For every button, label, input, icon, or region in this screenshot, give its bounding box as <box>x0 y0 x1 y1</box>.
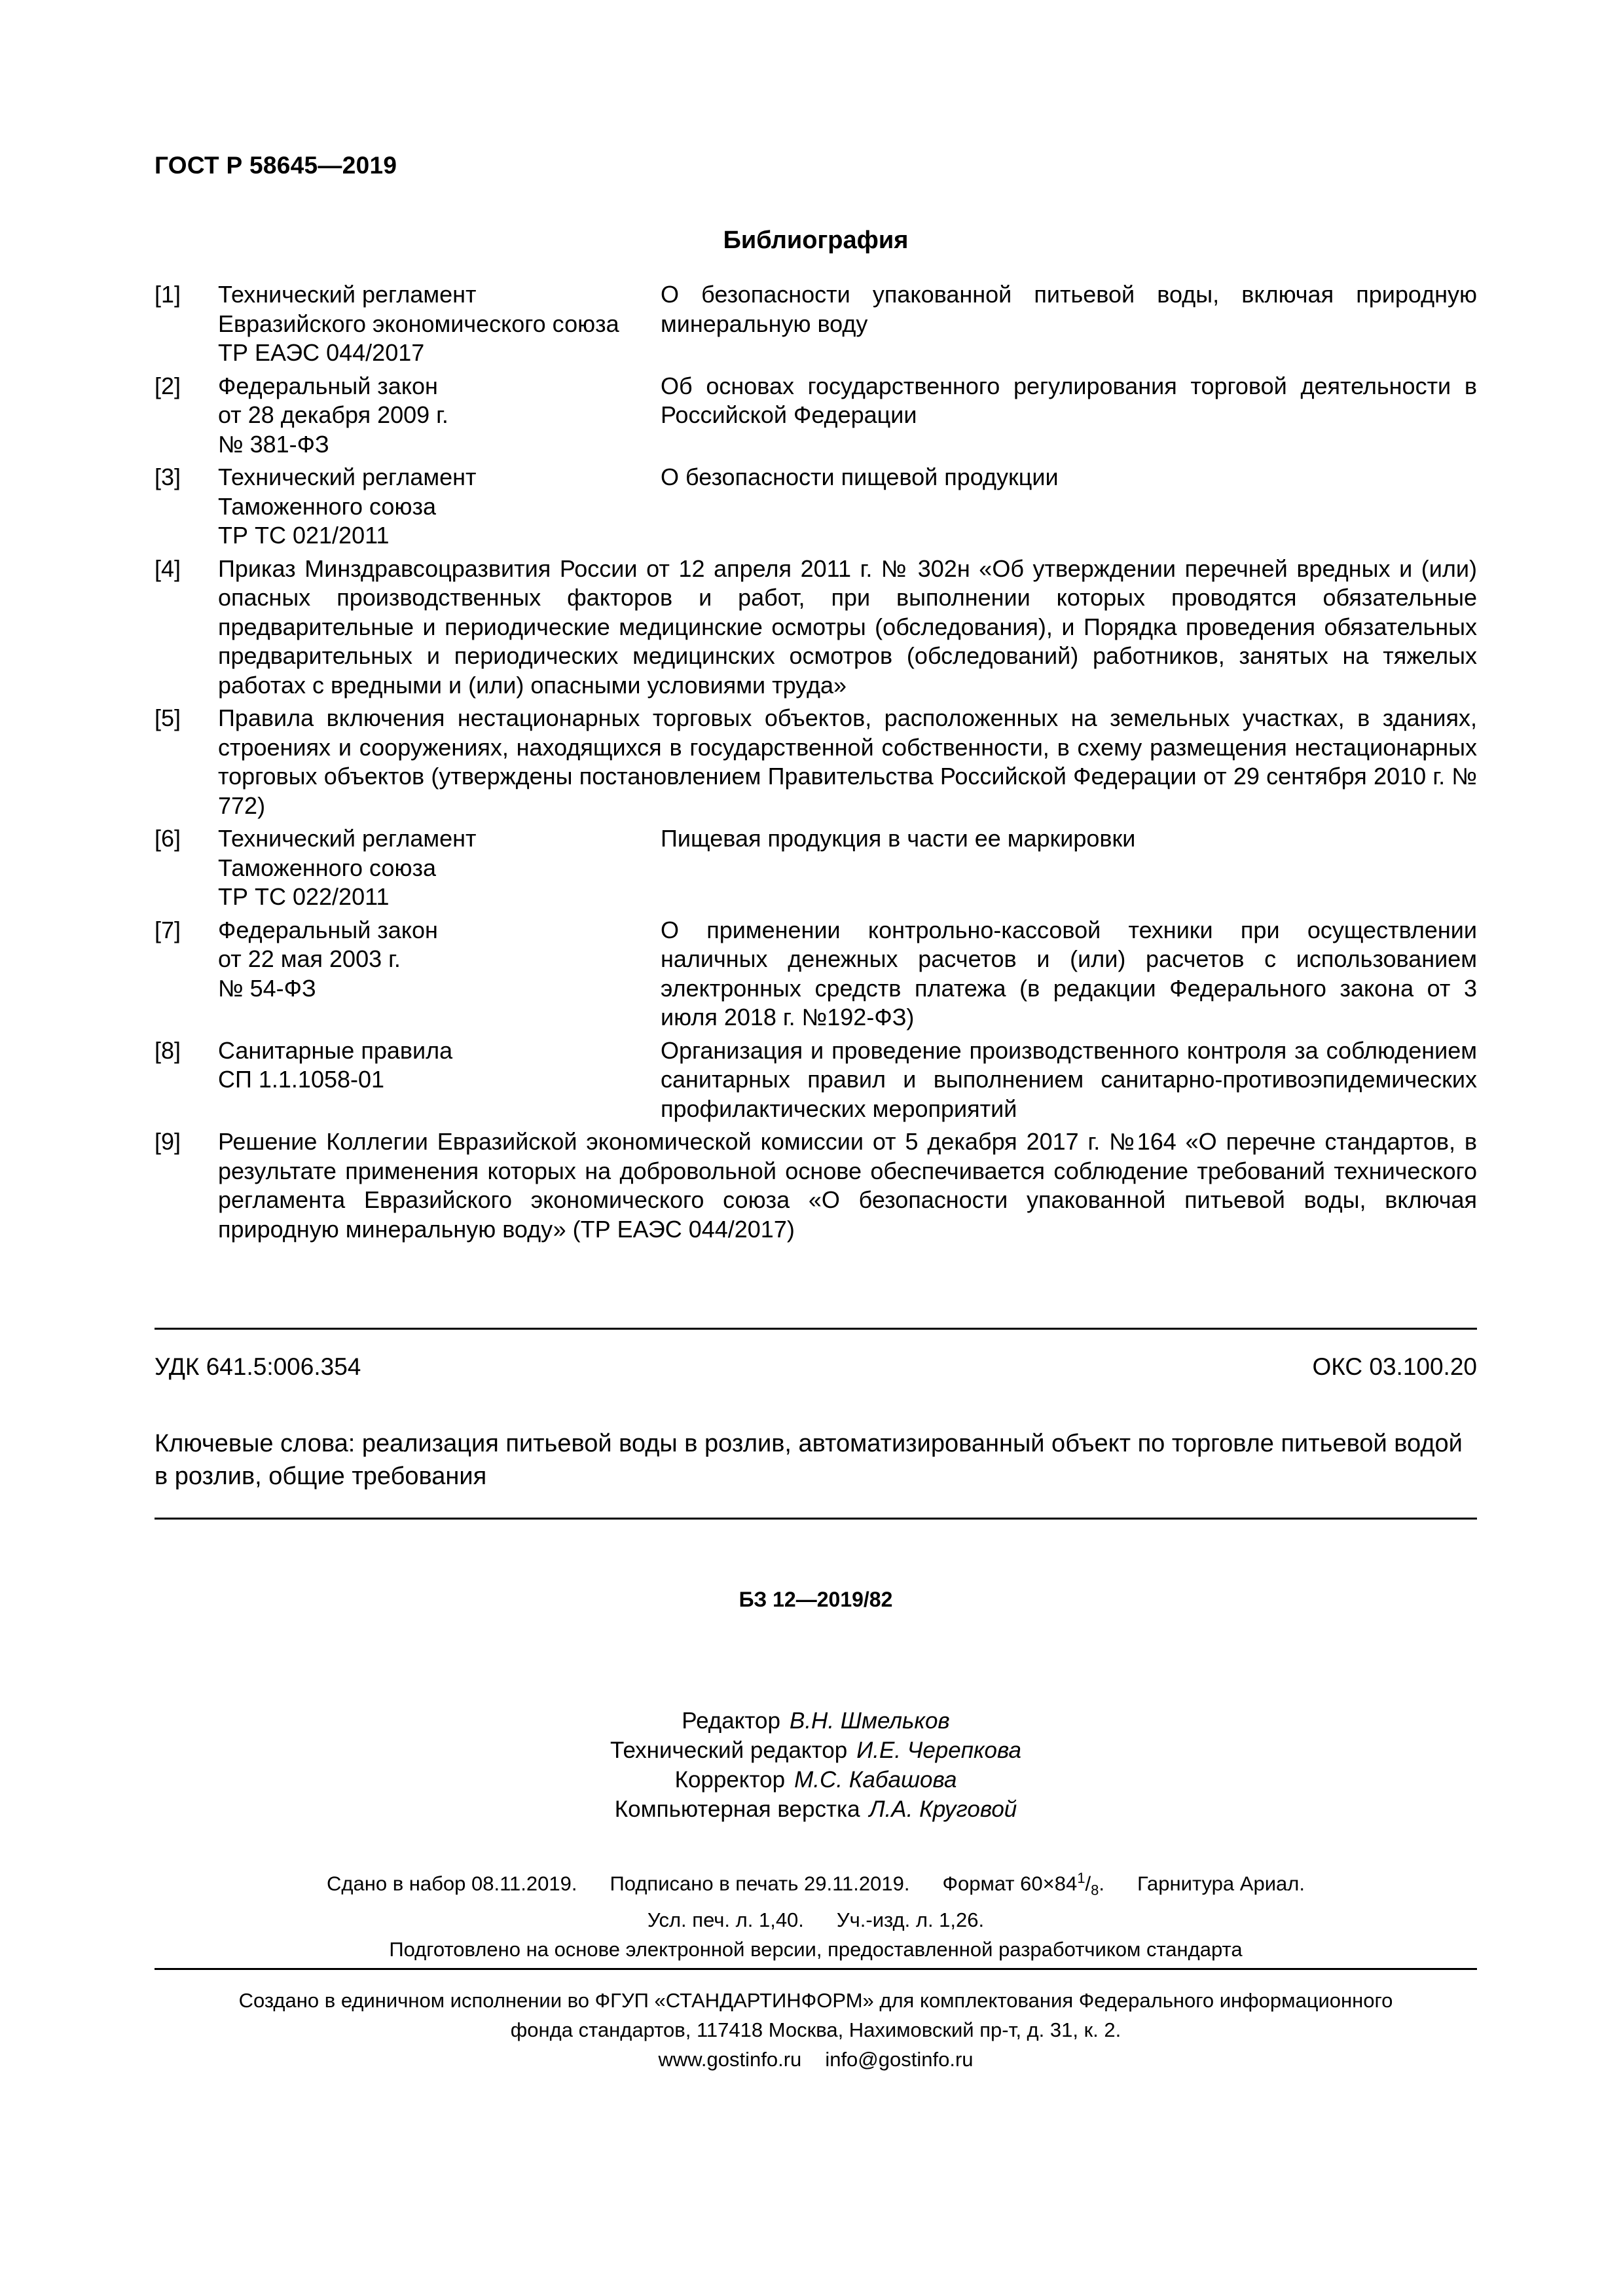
entry-source: Федеральный закон от 22 мая 2003 г. № 54-ФЗ <box>218 916 438 1002</box>
entry-number: [2] <box>155 372 181 399</box>
entry-title: О безопасности пищевой продукции <box>661 464 1059 490</box>
staff-row: Корректор М.С. Кабашова <box>674 1767 957 1793</box>
bibliography-entry <box>155 704 1477 820</box>
divider-bottom <box>155 1968 1477 1970</box>
entry-source: Технический регламент Таможенного союза ТР ТС 022/2011 <box>218 825 477 910</box>
imprint-line-2: Усл. печ. л. 1,40. Уч.-изд. л. 1,26. <box>647 1908 985 1931</box>
entry-title: Пищевая продукция в части ее маркировки <box>661 825 1136 852</box>
oks-code: ОКС 03.100.20 <box>1312 1353 1477 1380</box>
entry-number: [8] <box>155 1036 181 1064</box>
email-link[interactable]: info@gostinfo.ru <box>825 2048 974 2071</box>
staff-row: Технический редактор И.Е. Черепкова <box>610 1738 1021 1763</box>
entry-title: Организация и проведение производственного контроля за соблюдением санитарных правил и выполнением санитарно-противоэпидемических профилактических мероприятий <box>661 1036 1477 1122</box>
bibliography-title: Библиография <box>723 227 909 254</box>
entry-number: [6] <box>155 825 181 852</box>
entry-number: [5] <box>155 704 181 731</box>
bibliography-entry <box>155 555 1477 701</box>
imprint <box>155 1863 1477 1964</box>
entry-source: Технический регламент Таможенного союза ТР ТС 021/2011 <box>218 464 477 549</box>
entry-source: Санитарные правила СП 1.1.1058-01 <box>218 1036 453 1093</box>
staff-row: Редактор В.Н. Шмельков <box>682 1708 950 1734</box>
entry-text: Правила включения нестационарных торговых объектов, расположенных на земельных участках, в зданиях, строениях и сооружениях, находящихся в государственной собственности, в схему размещения нестационарных торговых объектов (утверждены постановлением Правительства Российской Федерации от 29 сентября 2010 г. № 772) <box>218 704 1477 819</box>
divider-top <box>155 1328 1477 1330</box>
imprint-prepared: Подготовлено на основе электронной версии, предоставленной разработчиком стандарта <box>389 1937 1243 1961</box>
udk-code: УДК 641.5:006.354 <box>155 1353 361 1380</box>
staff-list <box>155 1706 1477 1824</box>
staff-name: И.Е. Черепкова <box>856 1738 1021 1763</box>
staff-name: В.Н. Шмельков <box>789 1708 950 1734</box>
bz-number: БЗ 12—2019/82 <box>739 1588 893 1611</box>
entry-text: Приказ Минздравсоцразвития России от 12 апреля 2011 г. № 302н «Об утверждении перечней вредных и (или) опасных производственных факторов и работ, при выполнении которых проводятся обязательные предварительные и периодические медицинские осмотры (обследования), и Порядка проведения обязательных предварительных и периодических медицинских осмотров (обследований) работников, занятых на тяжелых работах с вредными и (или) опасными условиями труда» <box>218 555 1477 699</box>
bibliography-entry <box>155 280 1477 368</box>
staff-row: Компьютерная верстка Л.А. Круговой <box>614 1796 1017 1822</box>
entry-source: Технический регламент Евразийского экономического союза ТР ЕАЭС 044/2017 <box>218 281 619 366</box>
divider-keywords <box>155 1518 1477 1520</box>
bibliography-entry <box>155 824 1477 912</box>
staff-name: М.С. Кабашова <box>794 1767 957 1793</box>
entry-title: Об основах государственного регулирования торговой деятельности в Российской Федерации <box>661 372 1477 428</box>
entry-text: Решение Коллегии Евразийской экономической комиссии от 5 декабря 2017 г. №164 «О перечне стандартов, в результате применения которых на добровольной основе обеспечивается соблюдение требований технического регламента Евразийского экономического союза «О безопасности упакованной питьевой воды, включая природную минеральную воду» (ТР ЕАЭС 044/2017) <box>218 1128 1477 1243</box>
entry-number: [7] <box>155 916 181 943</box>
entry-number: [3] <box>155 464 181 490</box>
entry-number: [1] <box>155 281 181 308</box>
publisher-info: Создано в единичном исполнении во ФГУП «СТАНДАРТИНФОРМ» для комплектования Федерального информационного фонда стандартов, 117418 Москва, Нахимовский пр-т, д. 31, к. 2. www.gostinfo.ru info@gostinfo.ru <box>238 1989 1393 2071</box>
bibliography-entry <box>155 463 1477 551</box>
bibliography-entry <box>155 372 1477 460</box>
bibliography-entry <box>155 1127 1477 1244</box>
classification-codes <box>155 1353 1477 1381</box>
document-header: ГОСТ Р 58645—2019 <box>155 152 397 179</box>
entry-source: Федеральный закон от 28 декабря 2009 г. № 381-ФЗ <box>218 372 448 458</box>
entry-title: О безопасности упакованной питьевой воды, включая природную минеральную воду <box>661 281 1477 337</box>
bibliography-list <box>155 280 1477 1248</box>
entry-title: О применении контрольно-кассовой техники при осуществлении наличных денежных расчетов и (или) расчетов с использованием электронных средств платежа (в редакции Федерального закона от 3 июля 2018 г. №192-ФЗ) <box>661 916 1477 1030</box>
bibliography-entry <box>155 916 1477 1032</box>
bibliography-entry <box>155 1036 1477 1124</box>
entry-number: [4] <box>155 555 181 582</box>
imprint-line-1: Сдано в набор 08.11.2019. Подписано в печать 29.11.2019. Формат $60\times 84^1/_8$. Гарнитура Ариал. <box>327 1870 1305 1899</box>
keywords: Ключевые слова: реализация питьевой воды в розлив, автоматизированный объект по торговле питьевой водой в розлив, общие требования <box>155 1430 1463 1490</box>
staff-name: Л.А. Круговой <box>869 1796 1017 1822</box>
entry-number: [9] <box>155 1128 181 1155</box>
website-link[interactable]: www.gostinfo.ru <box>658 2048 802 2071</box>
